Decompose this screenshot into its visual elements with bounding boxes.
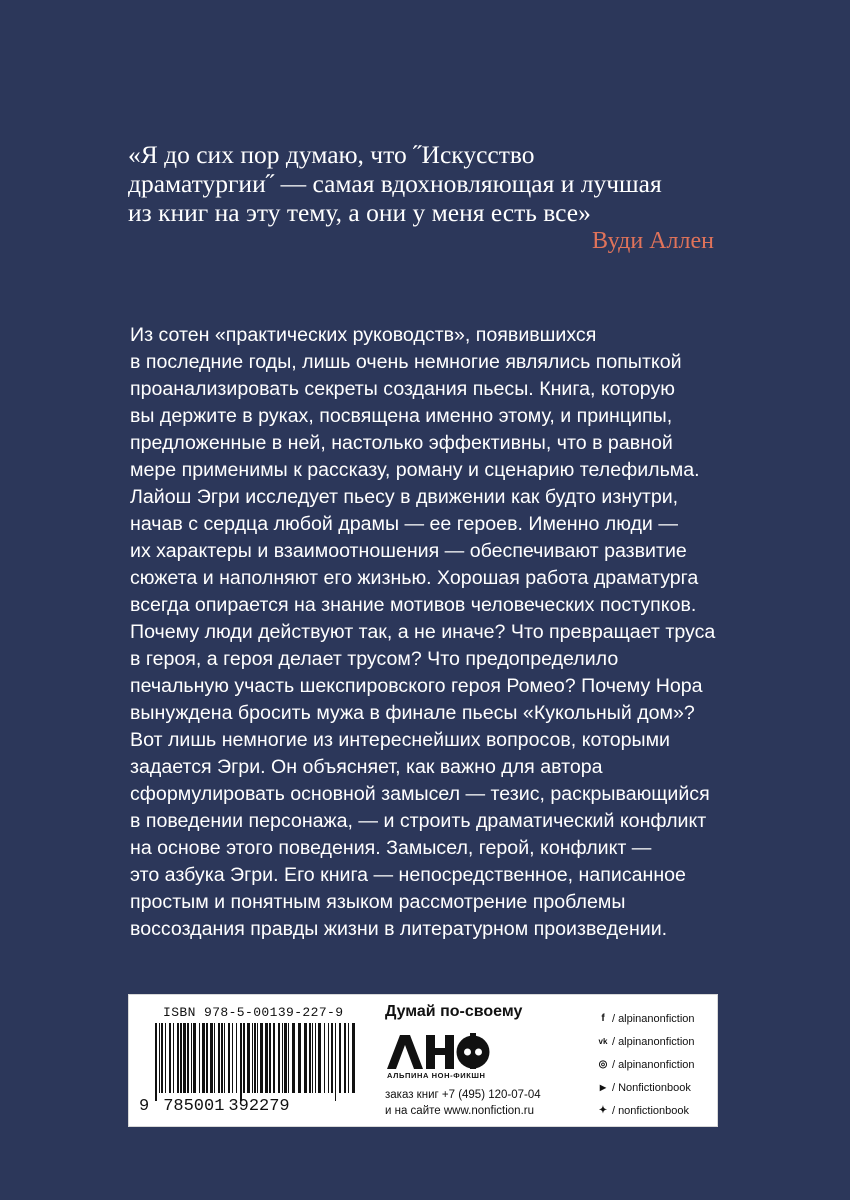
publisher-slogan: Думай по-своему <box>385 1003 523 1020</box>
description-line: Почему люди действуют так, а не иначе? Что превращает труса <box>130 621 716 643</box>
publisher-name: АЛЬПИНА НОН-ФИКШН <box>387 1071 486 1080</box>
description-line: на основе этого поведения. Замысел, герой, конфликт — <box>130 837 652 859</box>
barcode-digit-group: 392279 <box>228 1097 290 1116</box>
description-line: в героя, а героя делает трусом? Что предопределило <box>130 648 619 670</box>
social-handle: nonfictionbook <box>618 1104 690 1117</box>
description-line: Вот лишь немногие из интереснейших вопросов, которыми <box>130 729 670 751</box>
publisher-logo <box>387 1033 491 1069</box>
barcode-digit-group: 9 <box>139 1097 150 1116</box>
isbn-label: ISBN 978-5-00139-227-9 <box>163 1005 344 1020</box>
logo-text: АНФ <box>387 1033 390 1034</box>
description-line: в поведении персонажа, — и строить драматический конфликт <box>130 810 707 832</box>
description-line: предложенные в ней, настолько эффективны, что в равной <box>130 432 673 454</box>
publisher-info <box>385 1003 565 1117</box>
description-line: Из сотен «практических руководств», появившихся <box>130 324 597 346</box>
description-line: в последние годы, лишь очень немногие являлись попыткой <box>130 351 682 373</box>
publisher-panel <box>128 994 718 1127</box>
social-handle: alpinanonfiction <box>618 1058 695 1071</box>
twitter-icon: ✦ <box>598 1105 608 1116</box>
facebook-icon: f <box>601 1013 605 1024</box>
quote-author: Вуди Аллен <box>591 228 714 254</box>
social-handle: Nonfictionbook <box>618 1081 691 1094</box>
order-phone: заказ книг +7 (495) 120-07-04 <box>385 1089 541 1101</box>
barcode-digit-group: 785001 <box>163 1097 225 1116</box>
social-item-vk[interactable]: vk / alpinanonfiction <box>598 1035 695 1048</box>
quote-line: из книг на эту тему, а они у меня есть все» <box>128 198 591 227</box>
order-website: и на сайте www.nonfiction.ru <box>385 1105 534 1117</box>
quote-line: драматургии˝ — самая вдохновляющая и лучшая <box>128 169 662 198</box>
description-line: это азбука Эгри. Его книга — непосредственное, написанное <box>130 864 686 886</box>
barcode-digits <box>139 1097 290 1116</box>
description-line: задается Эгри. Он объясняет, как важно для автора <box>130 756 603 778</box>
description-line: Лайош Эгри исследует пьесу в движении как будто изнутри, <box>130 486 679 508</box>
youtube-icon: ▶ <box>599 1083 607 1092</box>
description-line: проанализировать секреты создания пьесы. Книга, которую <box>130 378 675 400</box>
description-line: сформулировать основной замысел — тезис, раскрывающийся <box>130 783 710 805</box>
quote-line: «Я до сих пор думаю, что ˝Искусство <box>128 140 535 169</box>
description-line: простым и понятным языком рассмотрение проблемы <box>130 891 626 913</box>
description-line: начав с сердца любой драмы — ее героев. Именно люди — <box>130 513 678 535</box>
description-line: сюжета и наполняют его жизнью. Хорошая работа драматурга <box>130 567 699 589</box>
social-handle: alpinanonfiction <box>618 1035 695 1048</box>
description-line: вы держите в руках, посвящена именно этому, и принципы, <box>130 405 673 427</box>
description-line: воссоздания правды жизни в литературном произведении. <box>130 918 668 940</box>
description-line: их характеры и взаимоотношения — обеспечивают развитие <box>130 540 687 562</box>
barcode-icon <box>151 1023 361 1101</box>
social-item-facebook[interactable]: f / alpinanonfiction <box>597 1007 715 1030</box>
social-item-instagram[interactable]: ◎ / alpinanonfiction <box>598 1058 695 1071</box>
social-item-twitter[interactable]: ✦ / nonfictionbook <box>598 1104 690 1117</box>
social-item-youtube[interactable]: ▶ / Nonfictionbook <box>597 1076 715 1099</box>
instagram-icon: ◎ <box>598 1059 608 1070</box>
book-description <box>130 322 730 943</box>
social-handle: alpinanonfiction <box>618 1012 695 1025</box>
description-line: всегда опирается на знание мотивов человеческих поступков. <box>130 594 697 616</box>
description-line: печальную участь шекспировского героя Ромео? Почему Нора <box>130 675 703 697</box>
description-line: вынуждена бросить мужа в финале пьесы «Кукольный дом»? <box>130 702 695 724</box>
barcode-block <box>139 1005 367 1115</box>
description-line: мере применимы к рассказу, роману и сценарию телефильма. <box>130 459 700 481</box>
vk-icon: vk <box>598 1037 608 1046</box>
epigraph-quote <box>128 140 728 254</box>
social-links <box>597 1007 715 1122</box>
